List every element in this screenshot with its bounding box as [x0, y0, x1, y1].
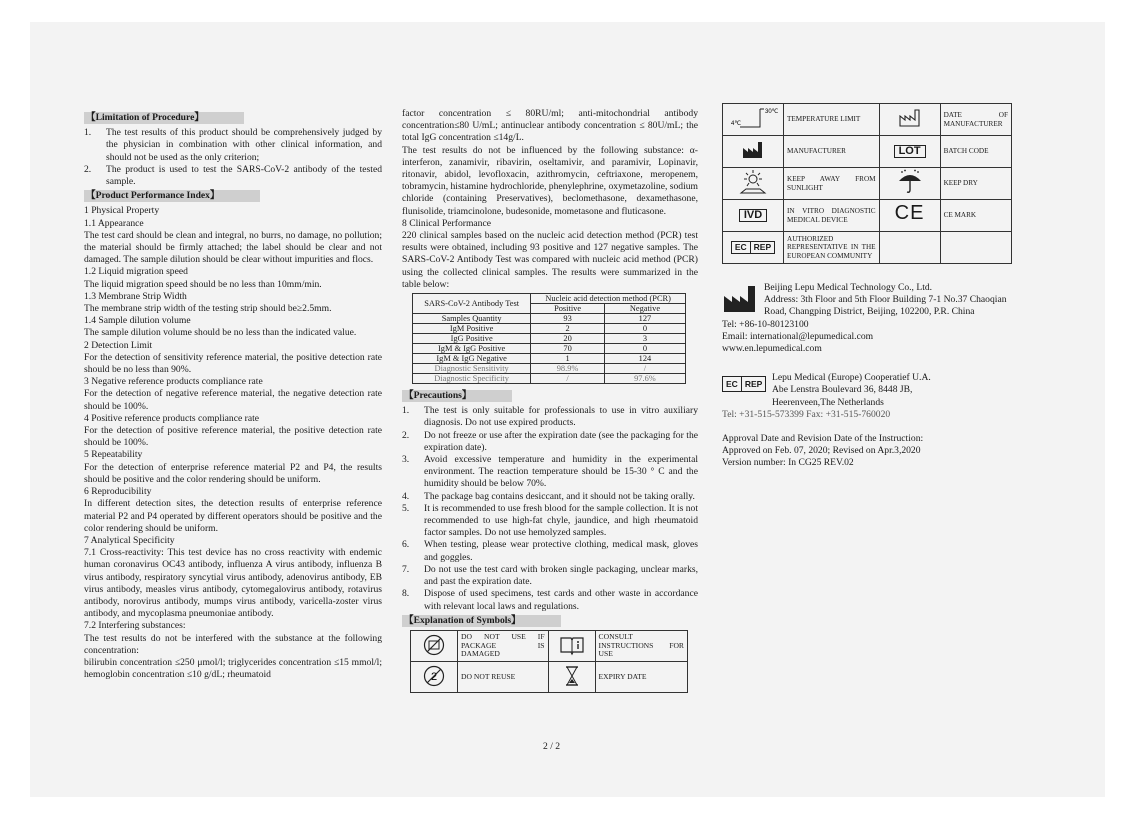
table-row: [411, 630, 688, 661]
symbol-label: TEMPERATURE LIMIT: [784, 104, 880, 136]
item-number: 8.: [402, 588, 410, 600]
email: Email: international@lepumedical.com: [722, 330, 874, 342]
ce-mark-icon: [879, 200, 940, 232]
temperature-limit-icon: [723, 104, 784, 136]
table-row: [723, 104, 1012, 136]
precaution-item: [402, 491, 698, 503]
keep-dry-icon: [879, 168, 940, 200]
row-label: IgM & IgG Negative: [413, 354, 531, 364]
ec-rep-line: Heerenveen,The Netherlands: [772, 396, 884, 408]
item-number: 4.: [402, 490, 410, 502]
item-number: 5.: [402, 502, 410, 514]
table-row: [413, 364, 686, 374]
paragraph: bilirubin concentration ≤250 μmol/l; triglycerides concentration ≤15 mmol/l; hemoglobin concentration ≤10 g/dL; rheumatoid: [84, 656, 382, 681]
cell-negative: 0: [604, 324, 685, 334]
paragraph: 7.2 Interfering substances:: [84, 620, 186, 632]
item-text: The test results of this product should be comprehensively judged by the physician in combination with other clinical information, and should not be used as the only criterion;: [106, 127, 382, 163]
item-text: When testing, please wear protective clothing, medical mask, gloves and goggles.: [424, 539, 698, 563]
ivd-icon: [723, 200, 784, 232]
lot-label: LOT: [894, 145, 926, 157]
paragraph: For the detection of enterprise reference material P2 and P4, the results should be positive and the color rendering should be uniform.: [84, 461, 382, 485]
consult-instructions-icon: [548, 630, 595, 661]
item-number: 6.: [402, 539, 410, 551]
ec-rep-phone: Tel: +31-515-573399 Fax: +31-515-760020: [722, 408, 891, 420]
ce-label: CE: [894, 202, 925, 225]
symbol-label: KEEP AWAY FROM SUNLIGHT: [784, 168, 880, 200]
symbols-heading: 【Explanation of Symbols】: [402, 615, 561, 627]
table-col-header: Negative: [604, 304, 685, 314]
precaution-item: [402, 564, 698, 588]
paragraph: The membrane strip width of the testing strip should be≥2.5mm.: [84, 303, 332, 315]
precaution-item: [402, 454, 698, 491]
paragraph: 1.1 Appearance: [84, 217, 144, 229]
paragraph: 7.1 Cross-reactivity: This test device has no cross reactivity with endemic human coronavirus OC43 antibody, influenza A virus antibody, influenza B virus antibody, respiratory syncytial virus antibody, adenovirus antibody, EB virus antibody, measles virus antibody, cytomegalovirus antibody, rotavirus antibody, norovirus antibody, mumps virus antibody, varicella-zoster virus antibody, and mycoplasma pneumoniae antibody.: [84, 547, 382, 620]
symbol-label: EXPIRY DATE: [595, 661, 687, 692]
version-line: Version number: In CG25 REV.02: [722, 457, 854, 469]
item-text: Do not use the test card with broken single packaging, unclear marks, and past the expiration date.: [424, 563, 698, 588]
do-not-reuse-icon: [411, 661, 458, 692]
ec-rep-line: Abe Lenstra Boulevard 36, 8448 JB,: [772, 384, 913, 396]
table-col-header: Positive: [531, 304, 605, 314]
ec-label: EC: [726, 379, 738, 390]
paragraph: The liquid migration speed should be no less than 10mm/min.: [84, 278, 322, 290]
paragraph: The sample dilution volume should be no less than the indicated value.: [84, 327, 357, 339]
table-row: [411, 661, 688, 692]
table-row: [413, 344, 686, 354]
table-corner-header: SARS-CoV-2 Antibody Test: [413, 294, 531, 314]
table-row: [413, 374, 686, 384]
table-row: [723, 200, 1012, 232]
cell-negative: 0: [604, 344, 685, 354]
precautions-heading: 【Precautions】: [402, 390, 512, 402]
symbol-label: DATE OF MANUFACTURER: [940, 104, 1011, 136]
paragraph: The test results do not be influenced by the following substance: α-interferon, zanamivir, ribavirin, oseltamivir, and paramivir, Lopinavir, ritonavir, abidol, levofloxacin, azithromycin, ceftriaxone, meropenem, tobramycin, histamine hydrochloride, phenylephrine, oxymetazoline, sodium chloride (containing Preservatives), beclomethasone, dexamethasone, flunisolide, triamcinolone, budesonide, mometasone and fluticasone.: [402, 144, 699, 217]
cell-positive: 93: [531, 314, 605, 324]
precaution-item: [402, 539, 698, 563]
row-label: Diagnostic Sensitivity: [413, 364, 531, 374]
do-not-use-if-damaged-icon: [411, 630, 458, 661]
date-of-manufacture-icon: [879, 104, 940, 136]
performance-heading: 【Product Performance Index】: [84, 190, 260, 202]
precaution-item: [402, 503, 698, 540]
manufacturer-block: [722, 282, 1014, 319]
ec-rep-icon: [723, 232, 784, 264]
lot-icon: [879, 136, 940, 168]
approval-block: [722, 433, 1014, 470]
paragraph: 5 Repeatability: [84, 449, 143, 461]
item-text: Dispose of used specimens, test cards and other waste in accordance with relevant local laws and regulations.: [424, 588, 698, 612]
keep-away-from-sunlight-icon: [723, 168, 784, 200]
temp-low-label: 4℃: [731, 121, 742, 128]
symbol-label: AUTHORIZED REPRESENTATIVE IN THE EUROPEAN COMMUNITY: [784, 232, 880, 264]
temp-high-label: 30℃: [765, 109, 779, 116]
svg-text:2: 2: [430, 670, 438, 683]
paragraph: 6 Reproducibility: [84, 486, 152, 498]
page-number: 2 / 2: [543, 741, 561, 752]
table-row: [723, 136, 1012, 168]
paragraph: The test results do not be interfered with the substance at the following concentration:: [84, 632, 382, 656]
manufacturer-address: Address: 3th Floor and 5th Floor Building 7-1 No.37 Chaoqian Road, Changping District, Beijing, 102200, P.R. China: [764, 294, 1007, 318]
table-row: [723, 168, 1012, 200]
cell-negative: 124: [604, 354, 685, 364]
phone: Tel: +86-10-80123100: [722, 318, 809, 330]
cell-negative: 127: [604, 314, 685, 324]
paragraph: 1.2 Liquid migration speed: [84, 266, 188, 278]
manufacturer-icon: [722, 282, 764, 319]
row-label: IgG Positive: [413, 334, 531, 344]
item-number: 1.: [402, 405, 410, 417]
cell-positive: 98.9%: [531, 364, 605, 374]
ec-rep-block: [722, 372, 1014, 409]
paragraph: 3 Negative reference products compliance rate: [84, 376, 263, 388]
row-label: Diagnostic Specificity: [413, 374, 531, 384]
cell-positive: 1: [531, 354, 605, 364]
table-row: [723, 232, 1012, 264]
symbol-label: CONSULT INSTRUCTIONS FOR USE: [595, 630, 687, 661]
rep-label: REP: [741, 377, 765, 391]
limitation-item: [84, 164, 382, 188]
table-row: [413, 334, 686, 344]
paragraph: 1.4 Sample dilution volume: [84, 315, 191, 327]
cell-negative: 3: [604, 334, 685, 344]
cell-positive: 70: [531, 344, 605, 354]
paragraph: factor concentration ≤ 80RU/ml; anti-mitochondrial antibody concentration≤80 U/mL; antinuclear antibody concentration ≤ 80U/mL; the total IgG concentration ≤14g/L.: [402, 108, 698, 144]
left-column: [84, 110, 382, 681]
symbol-label: BATCH CODE: [940, 136, 1011, 168]
item-text: Avoid excessive temperature and humidity in the experimental environment. The reaction temperature should be 15-30 ° C and the humidity should be below 70%.: [424, 454, 698, 490]
cell-positive: 2: [531, 324, 605, 334]
paragraph: 4 Positive reference products compliance rate: [84, 412, 260, 424]
paragraph: 220 clinical samples based on the nucleic acid detection method (PCR) test results were obtained, including 93 positive and 127 negative samples. The SARS-CoV-2 Antibody Test was compared with nucleic acid method (PCR) using the collected clinical samples. The results were summarized in the table below:: [402, 230, 698, 290]
item-number: 2.: [402, 429, 410, 441]
item-number: 1.: [84, 127, 92, 139]
ec-rep-box: [722, 376, 766, 392]
paragraph: For the detection of positive reference material, the positive detection rate should be 100%.: [84, 425, 382, 449]
approval-line: Approved on Feb. 07, 2020; Revised on Apr.3,2020: [722, 445, 921, 457]
ivd-label: IVD: [739, 209, 767, 221]
symbol-label: DO NOT REUSE: [458, 661, 549, 692]
paragraph: 7 Analytical Specificity: [84, 534, 175, 546]
paragraph: In different detection sites, the detection results of enterprise reference material P2 and P4 operated by different operators should be positive and the color rendering should be uniform.: [84, 498, 382, 534]
symbol-label: DO NOT USE IF PACKAGE IS DAMAGED: [458, 630, 549, 661]
item-number: 2.: [84, 163, 92, 175]
item-text: Do not freeze or use after the expiration date (see the packaging for the expiration date).: [424, 429, 698, 453]
cell-negative: 97.6%: [604, 374, 685, 384]
precaution-item: [402, 405, 698, 429]
ec-rep-icon: [722, 372, 764, 409]
ec-rep-box: [731, 241, 775, 253]
website: www.en.lepumedical.com: [722, 343, 822, 355]
middle-column: [402, 108, 698, 693]
limitation-heading: 【Limitation of Procedure】: [84, 112, 244, 124]
symbol-label: IN VITRO DIAGNOSTIC MEDICAL DEVICE: [784, 200, 880, 232]
item-text: The test is only suitable for professionals to use in vitro auxiliary diagnosis. Do not use expired products.: [424, 405, 698, 429]
limitation-item: [84, 127, 382, 164]
paragraph: For the detection of negative reference material, the negative detection rate should be 100%.: [84, 388, 382, 412]
manufacturer-name: Beijing Lepu Medical Technology Co., Ltd.: [764, 282, 933, 293]
symbols-table: [410, 630, 688, 693]
paragraph: The test card should be clean and integral, no burrs, no damage, no pollution; the material should be firmly attached; the label should be clear and not damaged. The sample dilution should be clear without impurities and flocs.: [84, 229, 382, 266]
table-row: [413, 324, 686, 334]
table-group-header: Nucleic acid detection method (PCR): [531, 294, 686, 304]
cell-positive: 20: [531, 334, 605, 344]
paragraph: For the detection of sensitivity reference material, the positive detection rate should be no less than 90%.: [84, 351, 382, 376]
table-row: [413, 354, 686, 364]
symbol-label: [940, 232, 1011, 264]
empty-cell: [879, 232, 940, 264]
row-label: IgM & IgG Positive: [413, 344, 531, 354]
row-label: Samples Quantity: [413, 314, 531, 324]
manufacturer-icon: [723, 136, 784, 168]
item-text: The package bag contains desiccant, and it should not be taking orally.: [424, 490, 695, 502]
item-text: It is recommended to use fresh blood for the sample collection. It is not recommended to use high-fat chyle, jaundice, and high rheumatoid factor samples. Do not use hemolyzed samples.: [424, 502, 698, 539]
hourglass-icon: [548, 661, 595, 692]
symbol-label: CE MARK: [940, 200, 1011, 232]
precaution-item: [402, 588, 698, 612]
clinical-performance-table: [412, 293, 686, 384]
item-number: 3.: [402, 454, 410, 466]
paragraph: 2 Detection Limit: [84, 339, 153, 351]
ec-rep-line: Lepu Medical (Europe) Cooperatief U.A.: [772, 372, 931, 384]
approval-line: Approval Date and Revision Date of the Instruction:: [722, 433, 924, 445]
symbol-label: MANUFACTURER: [784, 136, 880, 168]
rep-label: REP: [750, 242, 774, 252]
item-number: 7.: [402, 563, 410, 575]
paragraph: 8 Clinical Performance: [402, 217, 491, 229]
row-label: IgM Positive: [413, 324, 531, 334]
symbols-table: [722, 103, 1012, 264]
cell-negative: /: [604, 364, 685, 374]
precaution-item: [402, 430, 698, 454]
item-text: The product is used to test the SARS-CoV-2 antibody of the tested sample.: [106, 163, 382, 188]
cell-positive: /: [531, 374, 605, 384]
paragraph: 1 Physical Property: [84, 205, 160, 217]
ec-label: EC: [734, 242, 747, 253]
right-column: [722, 103, 1014, 470]
paragraph: 1.3 Membrane Strip Width: [84, 290, 187, 302]
symbol-label: KEEP DRY: [940, 168, 1011, 200]
table-row: [413, 314, 686, 324]
